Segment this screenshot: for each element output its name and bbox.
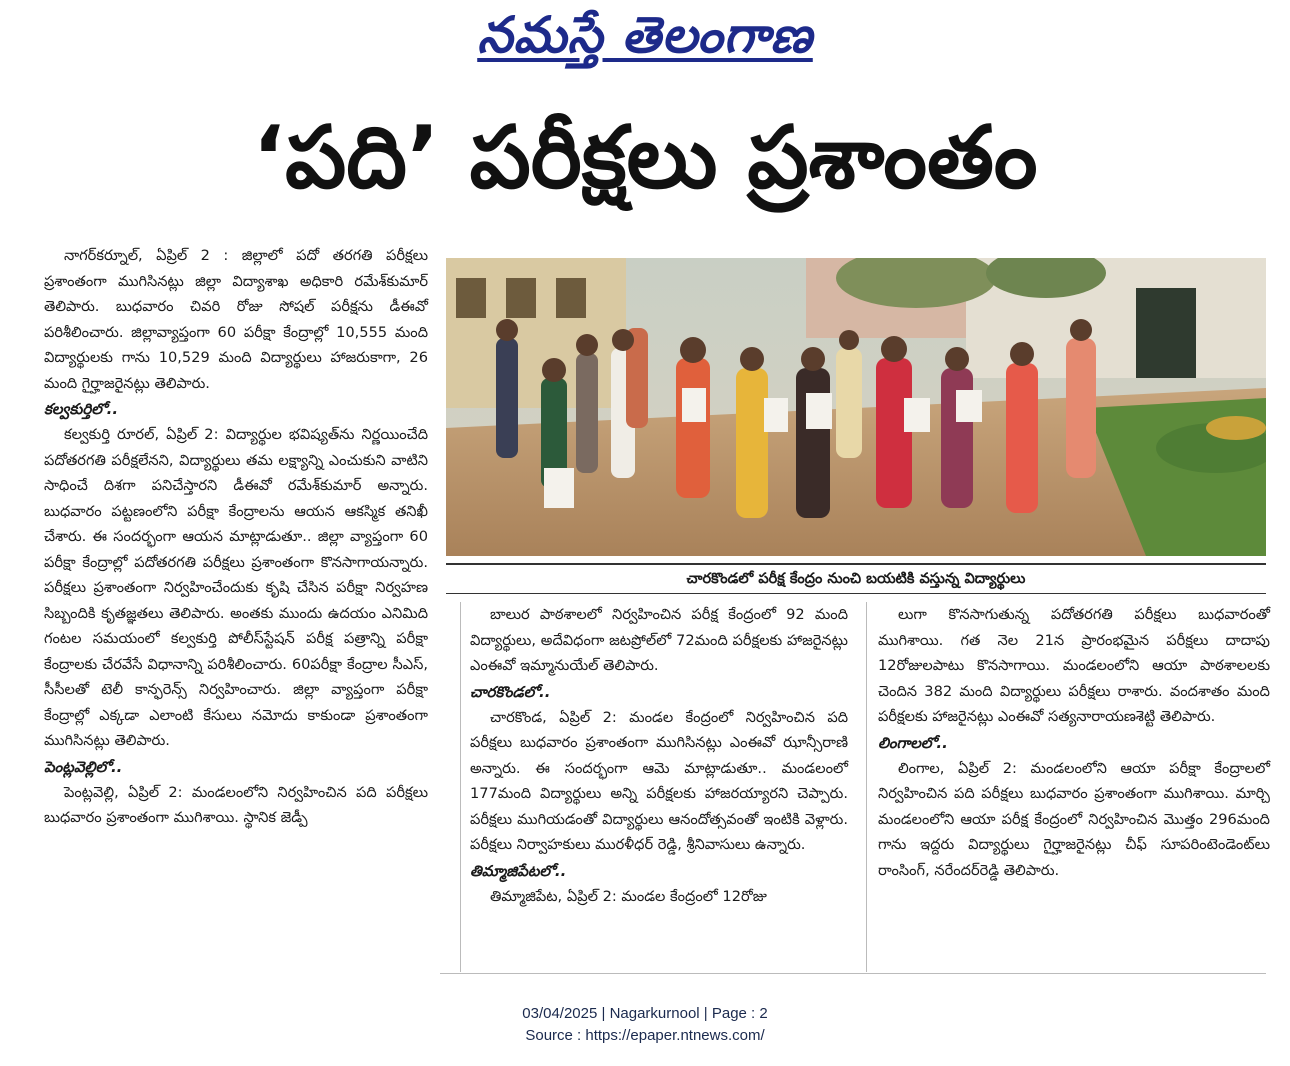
subheading-kalwakurthy: కల్వకుర్తిలో.. <box>44 400 119 418</box>
footer-date-edition: 03/04/2025 | Nagarkurnool | Page : 2 <box>522 1005 768 1022</box>
paragraph-jataprol: బాలుర పాఠశాలలో నిర్వహించిన పరీక్ష కేంద్రంలో 92 మంది విద్యార్థులు, అదేవిధంగా జటప్రోల్‌లో 72మంది పరీక్షలకు హాజరైనట్లు ఎంఈవో ఇమ్మానుయేల్ తెలిపారు. <box>470 606 848 674</box>
paragraph-lingala: లింగాల, ఏప్రిల్ 2: మండలంలోని ఆయా పరీక్షా కేంద్రాలలో నిర్వహించిన పది పరీక్షలు బుధవారం ప్రశాంతంగా ముగిశాయి. మార్చి మండలంలోని ఆయా పరీక్ష కేంద్రంలో నిర్వహించిన మొత్తం 296మంది గాను ఇద్దరు విద్యార్థులు గైర్హాజరైనట్లు చీఫ్ సూపరింటెండెంట్‌లు రాంసింగ్, నరేందర్‌రెడ్డి తెలిపారు. <box>878 759 1270 879</box>
column-divider <box>866 602 867 972</box>
paragraph-kalwakurthy: కల్వకుర్తి రూరల్, ఏప్రిల్ 2: విద్యార్థుల భవిష్యత్‌ను నిర్ణయించేది పదోతరగతి పరీక్షలేనని, విద్యార్థులు తమ లక్ష్యాన్ని ఎంచుకుని వాటిని సాధించే దిశగా పనిచేస్తారని డీఈవో రమేశ్‌కుమార్ అన్నారు. బుధవారం పట్టణంలోని పరీక్షా కేంద్రాలను ఆయన ఆకస్మిక తనిఖీ చేశారు. ఈ సందర్భంగా ఆయన మాట్లాడుతూ.. జిల్లా వ్యాప్తంగా 60 పరీక్షా కేంద్రాల్లో పదోతరగతి పరీక్షలు ప్రశాంతంగా కొనసాగాయన్నారు. పరీక్షలు ప్రశాంతంగా నిర్వహించేందుకు కృషి చేసిన పరీక్షా నిర్వహణ సిబ్బందికి కృతజ్ఞతలు తెలిపారు. అంతకు ముందు ఉదయం ఎనిమిది గంటల సమయంలో కల్వకుర్తి పోలీస్‌స్టేషన్ పరీక్ష పత్రాన్ని పరీక్షా కేంద్రాలకు చేరవేసే విధానాన్ని పరిశీలించారు. 60పరీక్షా కేంద్రాల సీఎస్, సీసీలతో టెలీ కాన్ఫరెన్స్ నిర్వహించారు. జిల్లా వ్యాప్తంగా పరీక్షా కేంద్రాల్లో ఎక్కడా ఎలాంటి కేసులు నమోదు కాకుండా ప్రశాంతంగా ముగిసినట్లు తెలిపారు. <box>44 426 428 749</box>
footer-source-link[interactable]: Source : https://epaper.ntnews.com/ <box>525 1027 765 1044</box>
masthead-title: నమస్తే తెలంగాణ <box>477 6 813 64</box>
subheading-charakonda: చారకొండలో.. <box>470 682 551 701</box>
subheading-thimmajipet: తిమ్మాజిపేటలో.. <box>470 861 567 880</box>
subheading-lingala: లింగాలలో.. <box>878 733 948 752</box>
paragraph-charakonda: చారకొండ, ఏప్రిల్ 2: మండల కేంద్రంలో నిర్వహించిన పది పరీక్షలు బుధవారం ప్రశాంతంగా ముగిసినట్లు ఎంఈవో ఝాన్సీరాణి అన్నారు. ఈ సందర్భంగా ఆమె మాట్లాడుతూ.. మండలంలో 177మంది విద్యార్థులు అన్ని పరీక్షలకు హాజరయ్యారని చెప్పారు. పరీక్షలు ముగియడంతో విద్యార్థులు ఆనందోత్సవంతో ఇంటికి వెళ్లారు. పరీక్షలు నిర్వాహకులు మురళీధర్ రెడ్డి, శ్రీనివాసులు ఉన్నారు. <box>470 708 848 853</box>
subheading-pentlavelli: పెంట్లవెల్లిలో.. <box>44 757 123 776</box>
bottom-rule <box>440 973 1266 974</box>
article-headline: ‘పది’ పరీక్షలు ప్రశాంతం <box>252 108 1038 208</box>
lead-paragraph: నాగర్‌కర్నూల్, ఏప్రిల్ 2 : జిల్లాలో పదో తరగతి పరీక్షలు ప్రశాంతంగా ముగిసినట్లు జిల్లా విద్యాశాఖ అధికారి రమేశ్‌కుమార్ తెలిపారు. బుధవారం చివరి రోజు సోషల్ పరీక్షను డీఈవో పరిశీలించారు. జిల్లావ్యాప్తంగా 60 పరీక్షా కేంద్రాల్లో 10,555 మంది విద్యార్థులకు గాను 10,529 మంది విద్యార్థులు హాజరుకాగా, 26 మంది గైర్హాజరైనట్లు తెలిపారు. <box>44 247 428 392</box>
newspaper-masthead <box>0 0 1290 80</box>
paragraph-thimmajipet: తిమ్మాజిపేట, ఏప్రిల్ 2: మండల కేంద్రంలో 12రోజు <box>490 887 767 905</box>
article-column-2 <box>470 602 848 909</box>
photo-caption: చారకొండలో పరీక్ష కేంద్రం నుంచి బయటికి వస్తున్న విద్యార్థులు <box>446 563 1266 594</box>
column-divider <box>460 602 461 972</box>
students-walking-photo <box>446 258 1266 556</box>
page-footer <box>0 1003 1290 1047</box>
article-column-1 <box>44 243 428 831</box>
paragraph-pentlavelli: పెంట్లవెల్లి, ఏప్రిల్ 2: మండలంలోని నిర్వహించిన పది పరీక్షలు బుధవారం ప్రశాంతంగా ముగిశాయి. స్థానిక జెడ్పీ <box>44 783 428 826</box>
paragraph-thimmajipet-cont: లుగా కొనసాగుతున్న పదోతరగతి పరీక్షలు బుధవారంతో ముగిశాయి. గత నెల 21న ప్రారంభమైన పరీక్షలు దాదాపు 12రోజులపాటు కొనసాగాయి. మండలంలోని ఆయా పాఠశాలలకు చెందిన 382 మంది విద్యార్థులు పరీక్షలు రాశారు. వందశాతం మంది పరీక్షలకు హాజరైనట్లు ఎంఈవో సత్యనారాయణశెట్టి తెలిపారు. <box>878 606 1270 725</box>
article-column-3 <box>878 602 1270 883</box>
article-photo <box>446 258 1266 556</box>
